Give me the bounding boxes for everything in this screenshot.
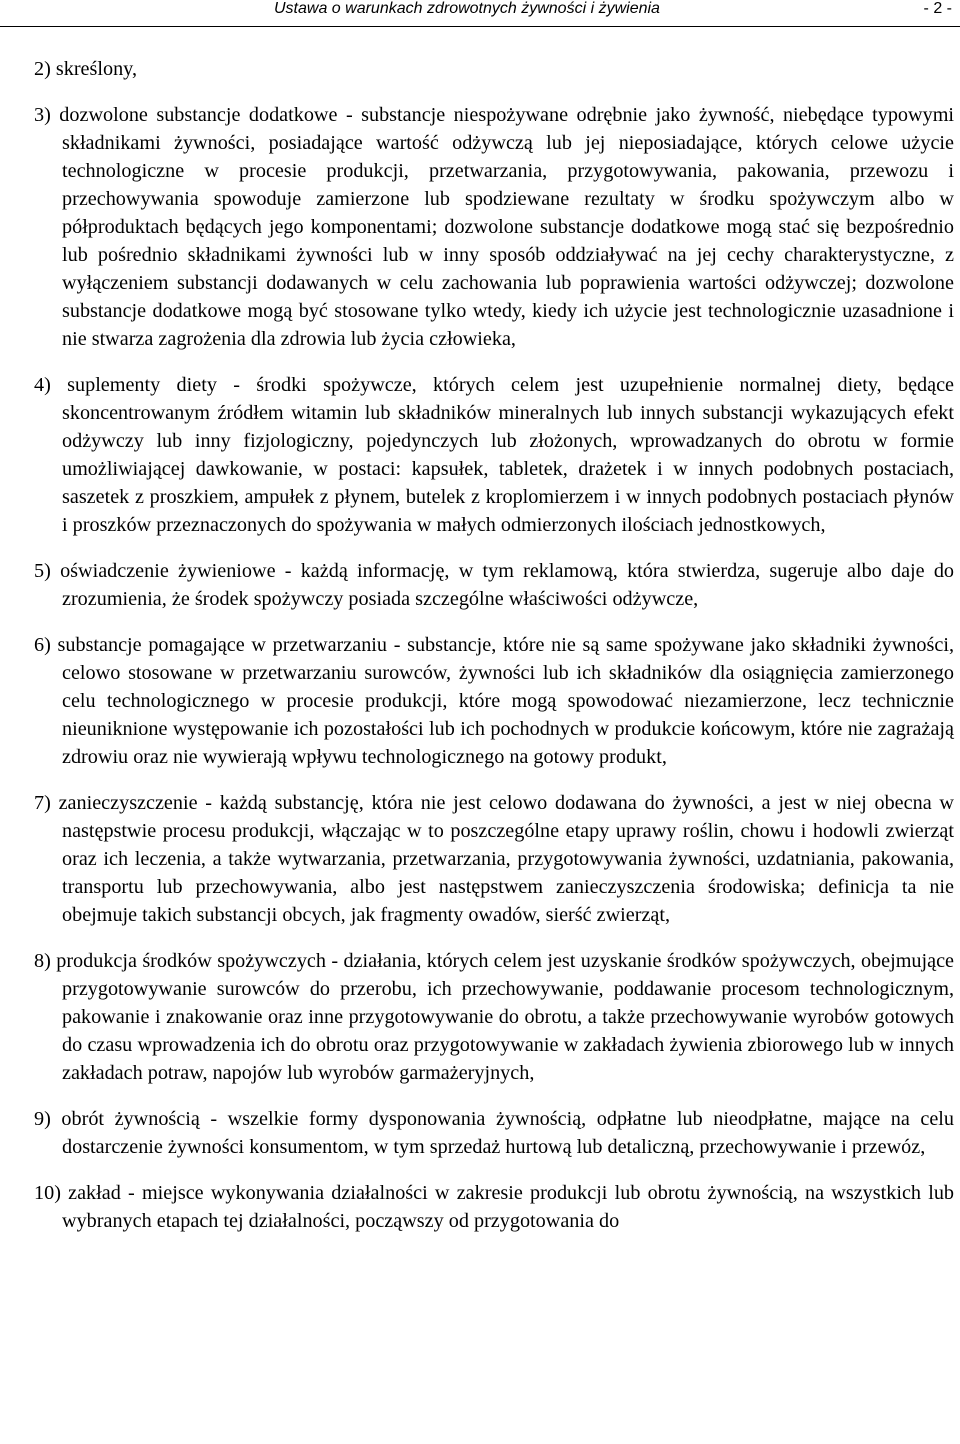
document-title: Ustawa o warunkach zdrowotnych żywności i żywienia	[274, 0, 660, 17]
item-text: dozwolone substancje dodatkowe - substancje niespożywane odrębnie jako żywność, niebędące typowymi składnikami żywności, posiadające wartość odżywczą lub jej nieposiadające, których celowe użycie technologiczne w procesie produkcji, przetwarzania, przygotowywania, pakowania, przewozu i przechowywania spowoduje zamierzone lub spodziewane rezultaty w środku spożywczym albo w półproduktach będących jego komponentami; dozwolone substancje dodatkowe mogą stać się bezpośrednio lub pośrednio składnikami żywności lub w inny sposób oddziaływać na jej cechy charakterystyczne, z wyłączeniem substancji dodawanych w celu zachowania lub poprawienia wartości odżywczej; dozwolone substancje dodatkowe mogą być stosowane tylko wtedy, kiedy ich użycie jest technologicznie uzasadnione i nie stwarza zagrożenia dla zdrowia lub życia człowieka,	[59, 104, 954, 350]
item-number: 10)	[34, 1182, 61, 1204]
definition-item-7	[34, 789, 954, 929]
item-number: 5)	[34, 560, 51, 582]
definition-item-8	[34, 947, 954, 1087]
item-text: produkcja środków spożywczych - działania, których celem jest uzyskanie środków spożywczych, obejmujące przygotowywanie surowców do przerobu, ich przechowywanie, poddawanie procesom technologicznym, pakowanie i znakowanie oraz inne przygotowywanie do obrotu, a także przechowywanie wyrobów gotowych do czasu wprowadzenia ich do obrotu oraz przygotowywanie w zakładach żywienia zbiorowego lub w innych zakładach potraw, napojów lub wyrobów garmażeryjnych,	[56, 950, 955, 1084]
document-body	[34, 55, 954, 1253]
item-number: 6)	[34, 634, 51, 656]
definition-item-2	[34, 55, 954, 83]
definition-item-3	[34, 101, 954, 353]
item-text: oświadczenie żywieniowe - każdą informację, w tym reklamową, która stwierdza, sugeruje albo daje do zrozumienia, że środek spożywczy posiada szczególne właściwości odżywcze,	[60, 560, 955, 610]
item-number: 8)	[34, 950, 51, 972]
item-text: zakład - miejsce wykonywania działalności w zakresie produkcji lub obrotu żywnością, na wszystkich lub wybranych etapach tej działalności, począwszy od przygotowania do	[62, 1182, 955, 1232]
definition-item-5	[34, 557, 954, 613]
page-number: - 2 -	[923, 0, 952, 17]
definition-item-6	[34, 631, 954, 771]
item-number: 3)	[34, 104, 51, 126]
item-text: zanieczyszczenie - każdą substancję, która nie jest celowo dodawana do żywności, a jest w niej obecna w następstwie procesu produkcji, włączając w to poszczególne etapy uprawy roślin, chowu i hodowli zwierząt oraz ich leczenia, a także wytwarzania, przetwarzania, przygotowywania żywności, uzdatniania, pakowania, transportu lub przechowywania, albo jest następstwem zanieczyszczenia środowiska; definicja ta nie obejmuje takich substancji obcych, jak fragmenty owadów, sierść zwierząt,	[58, 792, 954, 926]
item-text: suplementy diety - środki spożywcze, których celem jest uzupełnienie normalnej diety, będące skoncentrowanym źródłem witamin lub składników mineralnych lub innych substancji wykazujących efekt odżywczy lub inny fizjologiczny, pojedynczych lub złożonych, wprowadzanych do obrotu w formie umożliwiającej dawkowanie, w postaci: kapsułek, tabletek, drażetek i w innych podobnych postaciach, saszetek z proszkiem, ampułek z płynem, butelek z kroplomierzem i w innych podobnych postaciach płynów i proszków przeznaczonych do spożywania w małych odmierzonych ilościach jednostkowych,	[62, 374, 954, 536]
definition-item-10	[34, 1179, 954, 1235]
item-text: substancje pomagające w przetwarzaniu - substancje, które nie są same spożywane jako składniki żywności, celowo stosowane w przetwarzaniu surowców, żywności lub ich składników dla osiągnięcia zamierzonego celu technologicznego w procesie produkcji, które mogą spowodować niezamierzone, lecz technicznie nieuniknione występowanie ich pozostałości lub ich pochodnych w produkcie końcowym, które nie zagrażają zdrowiu oraz nie wywierają wpływu technologicznego na gotowy produkt,	[57, 634, 954, 768]
item-text: skreślony,	[55, 58, 137, 80]
item-number: 7)	[34, 792, 51, 814]
item-number: 9)	[34, 1108, 51, 1130]
page-header	[0, 0, 960, 27]
item-number: 4)	[34, 374, 51, 396]
definition-item-9	[34, 1105, 954, 1161]
item-number: 2)	[34, 58, 51, 80]
definition-item-4	[34, 371, 954, 539]
item-text: obrót żywnością - wszelkie formy dysponowania żywnością, odpłatne lub nieodpłatne, mające na celu dostarczenie żywności konsumentom, w tym sprzedaż hurtową lub detaliczną, przechowywanie i przewóz,	[61, 1108, 954, 1158]
